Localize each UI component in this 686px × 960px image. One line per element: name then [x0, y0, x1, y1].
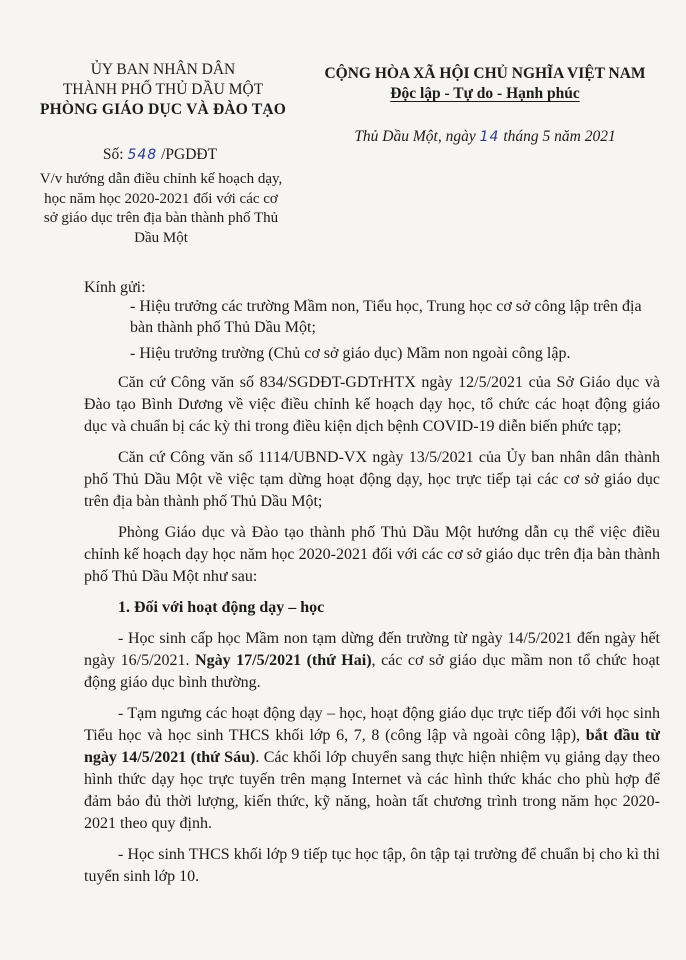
- basis-paragraph-2: Căn cứ Công văn số 1114/UBND-VX ngày 13/5/2021 của Ủy ban nhân dân thành phố Thủ Dầu Một về việc tạm dừng hoạt động dạy, học trực tiếp tại các cơ sở giáo dục trên địa bàn thành phố Thủ Dầu Một;: [84, 449, 660, 510]
- suspension-text-a: - Tạm ngưng các hoạt động dạy – học, hoạt động giáo dục trực tiếp đối với học sinh Tiểu học và học sinh THCS khối lớp 6, 7, 8 (công lập và ngoài công lập),: [84, 705, 660, 744]
- preschool-paragraph: [84, 628, 660, 694]
- place-date-prefix: Thủ Dầu Một, ngày: [354, 128, 480, 145]
- section-1-heading: 1. Đối với hoạt động dạy – học: [118, 599, 325, 616]
- document-body: [84, 372, 660, 897]
- grade9-paragraph: - Học sinh THCS khối lớp 9 tiếp tục học tập, ôn tập tại trường để chuẩn bị cho kì thi tuyển sinh lớp 10.: [84, 846, 660, 885]
- handwritten-doc-number: 548: [127, 147, 158, 163]
- preschool-text-a: - Học sinh cấp học Mầm non tạm dừng đến trường từ ngày 14/5/2021 đến ngày hết ngày 16/5/2021.: [84, 630, 660, 669]
- recipient-item: - Hiệu trưởng các trường Mầm non, Tiểu học, Trung học cơ sở công lập trên địa bàn thành phố Thủ Dầu Một;: [130, 298, 642, 336]
- document-number: [40, 146, 280, 164]
- guidance-intro-paragraph: Phòng Giáo dục và Đào tạo thành phố Thủ Dầu Một hướng dẫn cụ thể việc điều chỉnh kế hoạch dạy học năm học 2020-2021 đối với các cơ sở giáo dục trên địa bàn thành phố Thủ Dầu Một như sau:: [84, 524, 660, 585]
- place-date-suffix: tháng 5 năm 2021: [499, 128, 616, 145]
- republic-title: CỘNG HÒA XÃ HỘI CHỦ NGHĨA VIỆT NAM: [324, 65, 646, 82]
- preschool-text-b: , các cơ sở giáo dục mầm non tổ chức hoạt động giáo dục bình thường.: [84, 652, 661, 691]
- suspension-paragraph: [84, 703, 660, 835]
- agency-line-2: THÀNH PHỐ THỦ DẦU MỘT: [62, 81, 264, 98]
- agency-line-1: ỦY BAN NHÂN DÂN: [90, 61, 236, 78]
- place-date: [300, 128, 670, 146]
- document-subject: V/v hướng dẫn điều chỉnh kế hoạch dạy, học năm học 2020-2021 đối với các cơ sở giáo dục trên địa bàn thành phố Thủ Dầu Một: [39, 171, 283, 246]
- recipient-item: - Hiệu trưởng trường (Chủ cơ sở giáo dục) Mầm non ngoài công lập.: [130, 345, 571, 362]
- issuing-agency-block: [28, 60, 298, 120]
- preschool-date-bold: Ngày 17/5/2021 (thứ Hai): [195, 652, 372, 669]
- department-name: PHÒNG GIÁO DỤC VÀ ĐÀO TẠO: [40, 101, 286, 118]
- recipient-list: [130, 296, 650, 369]
- basis-paragraph-1: Căn cứ Công văn số 834/SGDĐT-GDTrHTX ngày 12/5/2021 của Sở Giáo dục và Đào tạo Bình Dương về việc điều chỉnh kế hoạch dạy học, tổ chức các hoạt động giáo dục và chuẩn bị các kỳ thi trong điều kiện dịch bệnh COVID-19 diễn biến phức tạp;: [84, 374, 660, 435]
- doc-number-prefix: Số:: [102, 146, 128, 163]
- salutation: Kính gửi:: [84, 279, 146, 296]
- handwritten-day: 14: [479, 129, 500, 145]
- suspension-date-bold: bắt đầu từ ngày 14/5/2021 (thứ Sáu): [84, 727, 661, 766]
- national-motto: Độc lập - Tự do - Hạnh phúc: [390, 85, 580, 102]
- doc-number-suffix: /PGDĐT: [157, 146, 218, 163]
- national-title-block: [300, 64, 670, 104]
- suspension-text-b: . Các khối lớp chuyển sang thực hiện nhiệm vụ giảng dạy theo hình thức dạy học trực tuyến trên mạng Internet và các hình thức khác cho phù hợp để đảm bảo đủ thời lượng, kiến thức, kỹ năng, hoàn tất chương trình trong năm học 2020-2021 theo quy định.: [84, 749, 660, 832]
